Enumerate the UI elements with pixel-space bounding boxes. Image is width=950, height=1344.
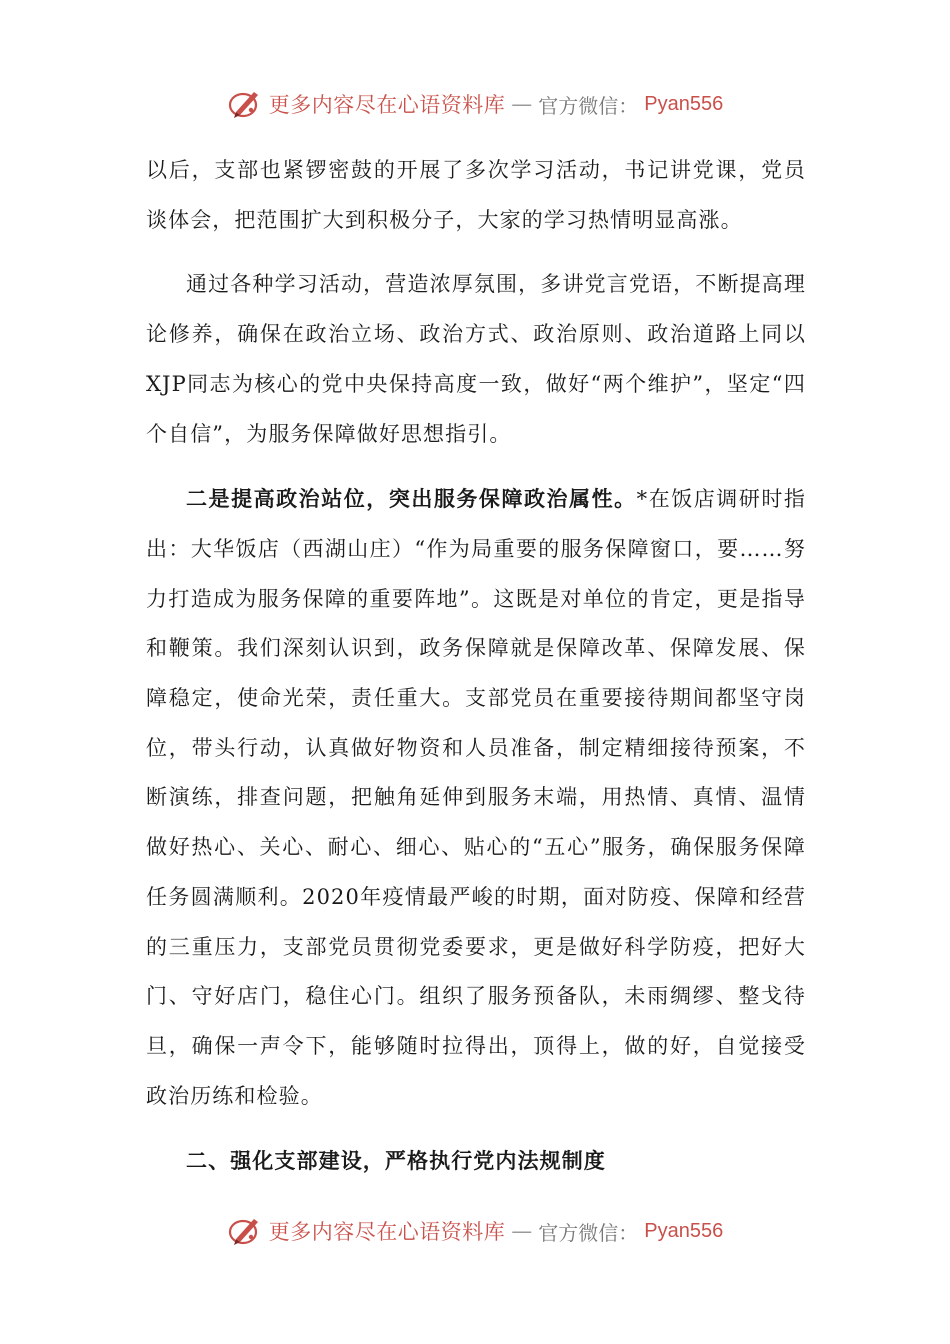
pen-logo-icon [227,1213,263,1249]
paragraph-body-text: *在饭店调研时指出：大华饭店（西湖山庄）“作为局重要的服务保障窗口，要……努力打造成为服务保障的重要阵地”。这既是对单位的肯定，更是指导和鞭策。我们深刻认识到，政务保障就是保障改革、保障发展、保障稳定，使命光荣，责任重大。支部党员在重要接待期间都坚守岗位，带头行动，认真做好物资和人员准备，制定精细接待预案，不断演练，排查问题，把触角延伸到服务末端，用热情、真情、温情做好热心、关心、耐心、细心、贴心的“五心”服务，确保服务保障任务圆满顺利。2020年疫情最严峻的时期，面对防疫、保障和经营的三重压力，支部党员贯彻党委要求，更是做好科学防疫，把好大门、守好店门，稳住心门。组织了服务预备队，未雨绸缪、整戈待旦，确保一声令下，能够随时拉得出，顶得上，做的好，自觉接受政治历练和检验。 [146,487,806,1108]
watermark-id: Pyan556 [644,1219,724,1242]
document-body [146,146,806,1186]
watermark-text: 更多内容尽在心语资料库 [268,93,506,117]
watermark-text: 更多内容尽在心语资料库 [268,1220,506,1244]
watermark-official: 官方微信： [538,1220,639,1245]
watermark-dash: — [511,1219,533,1243]
paragraph-lead-heading: 二是提高政治站位，突出服务保障政治属性。 [186,486,637,512]
watermark-header [0,82,950,126]
watermark-official: 官方微信： [538,93,639,118]
paragraph-political-standing [146,474,806,1121]
watermark-dash: — [511,92,533,116]
watermark-id: Pyan556 [644,92,724,115]
watermark-footer [0,1209,950,1253]
paragraph-continuation: 以后，支部也紧锣密鼓的开展了多次学习活动，书记讲党课，党员谈体会，把范围扩大到积极分子，大家的学习热情明显高涨。 [146,158,806,232]
paragraph-study-activities: 通过各种学习活动，营造浓厚氛围，多讲党言党语，不断提高理论修养，确保在政治立场、政治方式、政治原则、政治道路上同以XJP同志为核心的党中央保持高度一致，做好“两个维护”，坚定“四个自信”，为服务保障做好思想指引。 [146,272,806,446]
pen-logo-icon [227,86,263,122]
section-heading: 二、强化支部建设，严格执行党内法规制度 [186,1148,606,1174]
